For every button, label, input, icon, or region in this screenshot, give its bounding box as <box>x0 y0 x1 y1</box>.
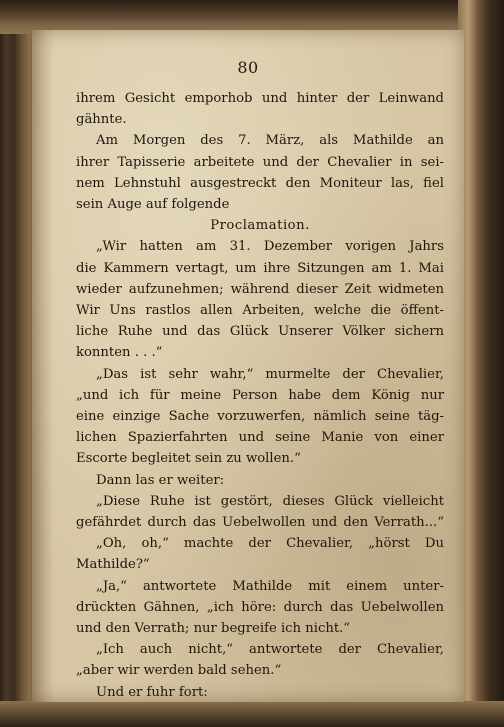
text-line: Wir Uns rastlos allen Arbeiten, welche die öffent- <box>76 303 444 319</box>
text-line: liche Ruhe und das Glück Unserer Völker sichern <box>76 324 444 340</box>
text-line: drückten Gähnen, „ich höre: durch das Uebelwollen <box>76 599 444 615</box>
book-right-edge <box>458 0 504 727</box>
text-line: „und ich für meine Person habe dem König nur <box>76 387 444 403</box>
text-line: Und er fuhr fort: <box>96 684 208 700</box>
page-number: 80 <box>237 58 259 77</box>
text-line: wieder aufzunehmen; während dieser Zeit widmeten <box>76 281 444 297</box>
text-line: „Oh, oh,“ machte der Chevalier, „hörst Du <box>96 536 444 552</box>
book-top-edge <box>0 0 504 34</box>
text-line: lichen Spazierfahrten und seine Manie von einer <box>76 430 444 446</box>
page-body-text <box>76 88 444 703</box>
text-line: „Diese Ruhe ist gestört, dieses Glück vielleicht <box>96 493 444 509</box>
text-line: ihrer Tapisserie arbeitete und der Chevalier in sei- <box>76 154 444 170</box>
section-heading: Proclamation. <box>210 218 310 234</box>
text-line: „Das ist sehr wahr,“ murmelte der Chevalier, <box>96 366 444 382</box>
text-line: konnten . . .“ <box>76 345 163 361</box>
text-line: gähnte. <box>76 112 127 128</box>
text-line: sein Auge auf folgende <box>76 197 230 213</box>
text-line: „aber wir werden bald sehen.“ <box>76 663 282 679</box>
text-line: „Wir hatten am 31. Dezember vorigen Jahrs <box>96 239 444 255</box>
text-line: Escorte begleitet sein zu wollen.“ <box>76 451 301 467</box>
text-line: ihrem Gesicht emporhob und hinter der Leinwand <box>76 91 444 106</box>
text-line: nem Lehnstuhl ausgestreckt den Moniteur las, fiel <box>76 175 444 191</box>
text-line: „Ich auch nicht,“ antwortete der Chevalier, <box>96 642 444 658</box>
text-line: gefährdet durch das Uebelwollen und den Verrath...“ <box>76 515 444 531</box>
text-line: und den Verrath; nur begreife ich nicht.“ <box>76 621 351 637</box>
text-line: eine einzige Sache vorzuwerfen, nämlich seine täg- <box>76 409 444 425</box>
book-page <box>32 30 464 702</box>
text-line: Am Morgen des 7. März, als Mathilde an <box>96 133 444 149</box>
text-line: „Ja,“ antwortete Mathilde mit einem unter- <box>96 578 444 594</box>
text-line: die Kammern vertagt, um ihre Sitzungen am 1. Mai <box>76 260 444 276</box>
text-line: Dann las er weiter: <box>96 472 225 488</box>
book-bottom-edge <box>0 701 504 727</box>
text-line: Mathilde?“ <box>76 557 150 573</box>
